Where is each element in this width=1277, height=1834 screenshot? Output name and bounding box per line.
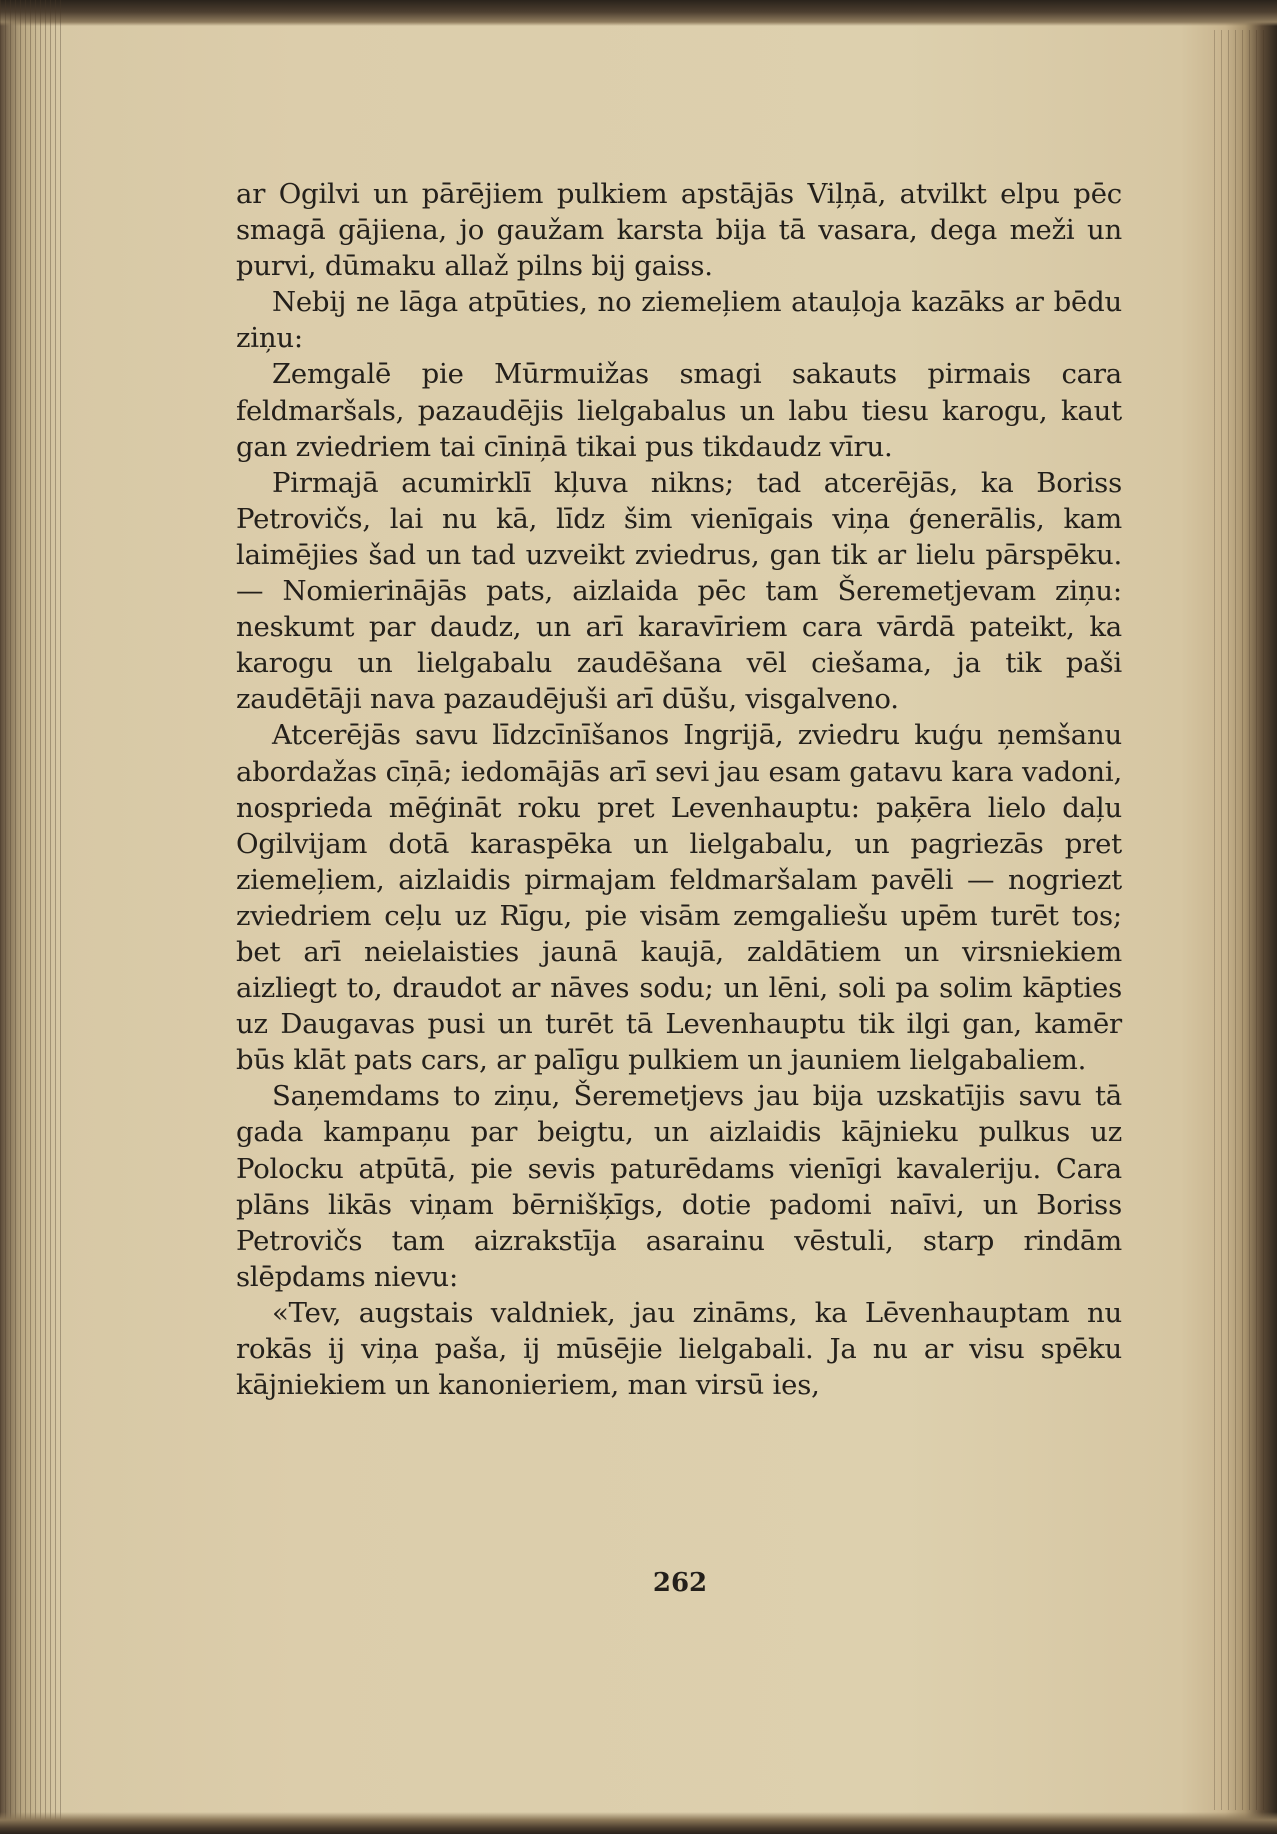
page-number: 262: [652, 1568, 708, 1598]
paragraph: ar Ogilvi un pārējiem pulkiem apstājās Viļņā, atvilkt elpu pēc smagā gājiena, jo gaužam karsta bija tā vasara, dega meži un purvi, dūmaku allaž pilns bij gaiss.: [236, 178, 1122, 283]
paragraph: Nebij ne lāga atpūties, no ziemeļiem atauļoja kazāks ar bēdu ziņu:: [236, 286, 1122, 355]
paragraph: Atcerējās savu līdzcīnīšanos Ingrijā, zviedru kuģu ņemšanu abordažas cīņā; iedomājās arī sevi jau esam gatavu kara vadoni, nosprieda mēģināt roku pret Levenhauptu: paķēra lielo daļu Ogilvijam dotā karaspēka un lielgabalu, un pagriezās pret ziemeļiem, aizlaidis pirmajam feldmaršalam pavēli — nogriezt zviedriem ceļu uz Rīgu, pie visām zemgaliešu upēm turēt tos; bet arī neielaisties jaunā kaujā, zaldātiem un virsniekiem aizliegt to, draudot ar nāves sodu; un lēni, soli pa solim kāpties uz Daugavas pusi un turēt tā Levenhauptu tik ilgi gan, kamēr būs klāt pats cars, ar palīgu pulkiem un jauniem lielgabaliem.: [236, 719, 1122, 1077]
paragraph: Saņemdams to ziņu, Šeremetjevs jau bija uzskatījis savu tā gada kampaņu par beigtu, un aizlaidis kājnieku pulkus uz Polocku atpūtā, pie sevis paturēdams vienīgi kavaleriju. Cara plāns likās viņam bērnišķīgs, dotie padomi naīvi, un Boriss Petrovičs tam aizrakstīja asarainu vēstuli, starp rindām slēpdams nievu:: [236, 1080, 1122, 1293]
page-bottom-edge: [0, 1812, 1277, 1834]
body-text: [236, 176, 1122, 1403]
paragraph: «Tev, augstais valdniek, jau zināms, ka Lēvenhauptam nu rokās ij viņa paša, ij mūsējie lielgabali. Ja nu ar visu spēku kājniekiem un kanonieriem, man virsū ies,: [236, 1296, 1122, 1402]
page-top-edge: [0, 0, 1277, 26]
page-stack-edge: [1214, 30, 1264, 1810]
paragraph: Pirmajā acumirklī kļuva nikns; tad atcerējās, ka Boriss Petrovičs, lai nu kā, līdz šim vienīgais viņa ģenerālis, kam laimējies šad un tad uzveikt zviedrus, gan tik ar lielu pārspēku. — Nomierinājās pats, aizlaida pēc tam Šeremetjevam ziņu: neskumt par daudz, un arī karavīriem cara vārdā pateikt, ka karogu un lielgabalu zaudēšana vēl ciešama, ja tik paši zaudētāji nava pazaudējuši arī dūšu, visgalveno.: [236, 466, 1122, 716]
paragraph: Zemgalē pie Mūrmuižas smagi sakauts pirmais cara feldmaršals, pazaudējis lielgabalus un labu tiesu karogu, kaut gan zviedriem tai cīniņā tikai pus tikdaudz vīru.: [236, 358, 1122, 463]
book-binding: [0, 0, 62, 1834]
